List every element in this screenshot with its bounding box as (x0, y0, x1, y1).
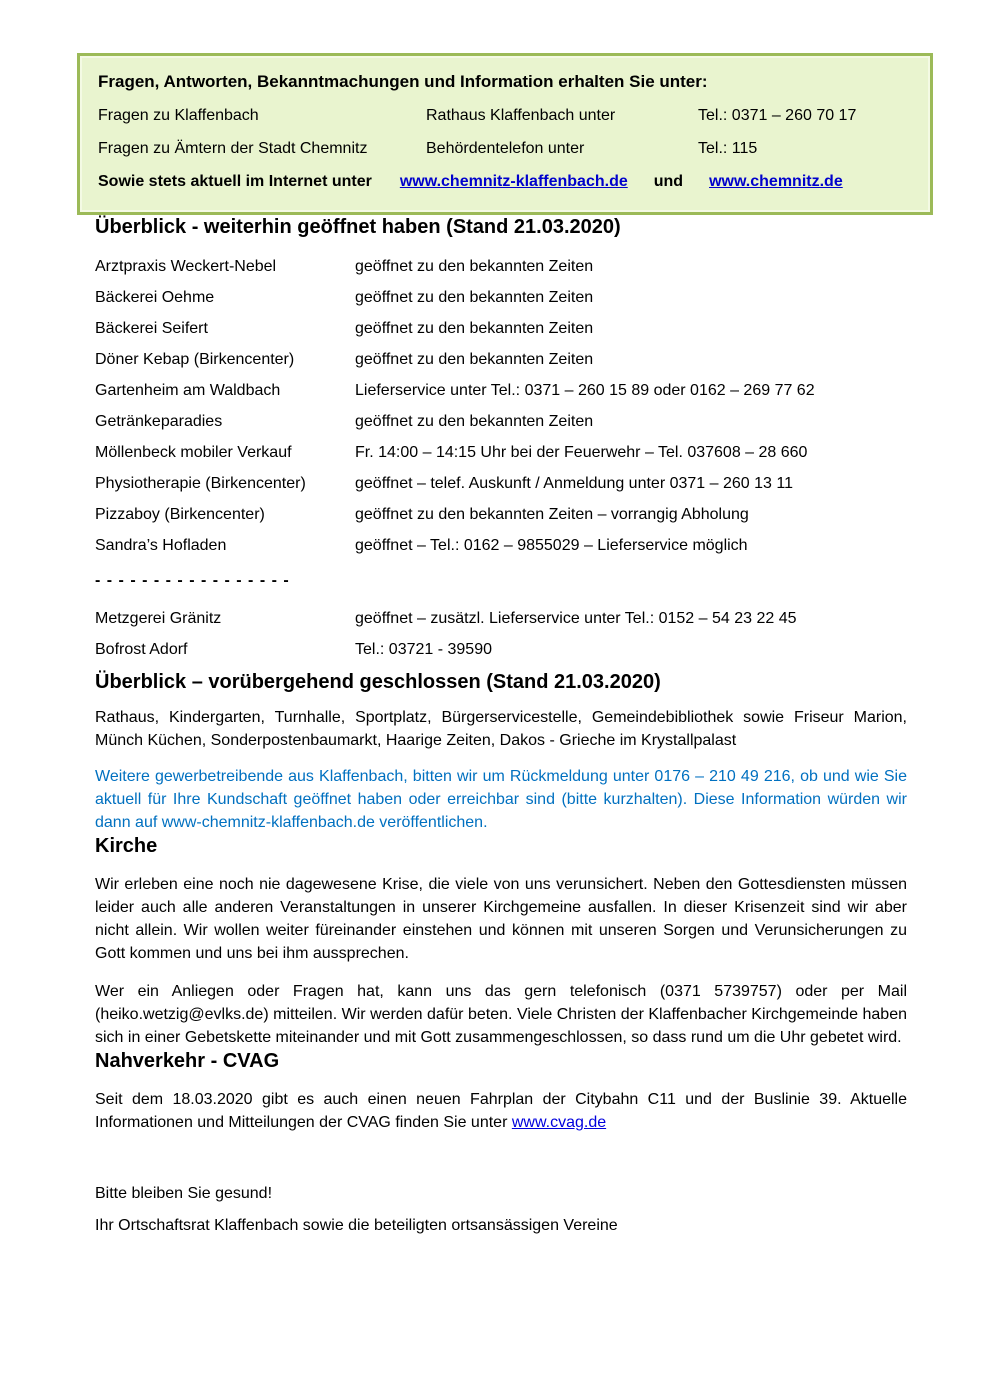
info-row-topic: Fragen zu Ämtern der Stadt Chemnitz (98, 140, 368, 157)
info-row-phone: Tel.: 115 (698, 140, 758, 157)
business-row (95, 318, 907, 339)
business-row (95, 535, 907, 556)
business-name: Physiotherapie (Birkencenter) (95, 475, 306, 492)
business-status: Lieferservice unter Tel.: 0371 – 260 15 89 oder 0162 – 269 77 62 (355, 382, 815, 399)
business-row (95, 608, 907, 629)
closing-wish: Bitte bleiben Sie gesund! (95, 1185, 273, 1202)
business-row (95, 442, 907, 463)
business-row (95, 411, 907, 432)
closed-section-heading: Überblick – vorübergehend geschlossen (Stand 21.03.2020) (95, 671, 661, 693)
info-row-topic: Fragen zu Klaffenbach (98, 107, 259, 124)
business-name: Bofrost Adorf (95, 641, 188, 658)
info-row (98, 138, 912, 159)
business-name: Arztpraxis Weckert-Nebel (95, 258, 277, 275)
info-row (98, 105, 912, 126)
info-row-place: Rathaus Klaffenbach unter (426, 107, 616, 124)
kirche-paragraph-2: Wer ein Anliegen oder Fragen hat, kann uns das gern telefonisch (0371 5739757) oder per Mail (heiko.wetzig@evlks.de) mitteilen. Wir werden dafür beten. Viele Christen der Klaffenbacher Kirchgemeinde haben sich in einer Gebetskette miteinander und mit Gott zusammengeschlossen, so dass rund um die Uhr gebetet wird. (95, 983, 907, 1046)
business-name: Gartenheim am Waldbach (95, 382, 281, 399)
info-box-footer (98, 171, 912, 193)
business-status: geöffnet zu den bekannten Zeiten (355, 413, 594, 430)
internet-note-label: Sowie stets aktuell im Internet unter (98, 173, 372, 190)
content-column (0, 215, 989, 1236)
link-chemnitz[interactable]: www.chemnitz.de (709, 173, 843, 190)
business-row (95, 349, 907, 370)
closed-list-text: Rathaus, Kindergarten, Turnhalle, Sportplatz, Bürgerservicestelle, Gemeindebibliothek sowie Friseur Marion, Münch Küchen, Sonderpostenbaumarkt, Haarige Zeiten, Dakos - Grieche im Krystallpalast (95, 709, 907, 749)
business-row (95, 287, 907, 308)
kirche-heading: Kirche (95, 835, 158, 857)
business-status: geöffnet – zusätzl. Lieferservice unter Tel.: 0152 – 54 23 22 45 (355, 610, 797, 627)
kirche-paragraph-1: Wir erleben eine noch nie dagewesene Krise, die viele von uns verunsichert. Neben den Gottesdiensten müssen leider auch alle anderen Veranstaltungen in unserer Kirchgemeine ausfallen. In dieser Krisenzeit sind wir aber nicht allein. Wir wollen weiter füreinander einstehen und können mit unseren Sorgen und Verunsicherungen zu Gott kommen und uns bei ihm aussprechen. (95, 876, 907, 962)
business-row (95, 380, 907, 401)
open-section-heading: Überblick - weiterhin geöffnet haben (Stand 21.03.2020) (95, 216, 621, 238)
closing-signature: Ihr Ortschaftsrat Klaffenbach sowie die beteiligten ortsansässigen Vereine (95, 1217, 618, 1234)
business-name: Bäckerei Seifert (95, 320, 208, 337)
business-name: Metzgerei Gränitz (95, 610, 222, 627)
business-status: geöffnet zu den bekannten Zeiten (355, 289, 594, 306)
business-name: Bäckerei Oehme (95, 289, 215, 306)
business-status: geöffnet zu den bekannten Zeiten (355, 320, 594, 337)
business-row (95, 504, 907, 525)
open-business-list (95, 256, 907, 556)
nahverkehr-paragraph (95, 1088, 907, 1134)
business-status: Tel.: 03721 - 39590 (355, 641, 492, 658)
info-box-title: Fragen, Antworten, Bekanntmachungen und Information erhalten Sie unter: (98, 72, 708, 91)
business-name: Pizzaboy (Birkencenter) (95, 506, 265, 523)
business-status: Fr. 14:00 – 14:15 Uhr bei der Feuerwehr – Tel. 037608 – 28 660 (355, 444, 808, 461)
info-row-place: Behördentelefon unter (426, 140, 585, 157)
business-row (95, 639, 907, 660)
business-status: geöffnet zu den bekannten Zeiten (355, 258, 594, 275)
callback-notice: Weitere gewerbetreibende aus Klaffenbach, bitten wir um Rückmeldung unter 0176 – 210 49 216, ob und wie Sie aktuell für Ihre Kundschaft geöffnet haben oder erreichbar sind (bitte kurzhalten). Diese Information würden wir dann auf www-chemnitz-klaffenbach.de veröffentlichen. (95, 768, 907, 831)
business-status: geöffnet – Tel.: 0162 – 9855029 – Lieferservice möglich (355, 537, 748, 554)
business-name: Getränkeparadies (95, 413, 223, 430)
business-name: Möllenbeck mobiler Verkauf (95, 444, 292, 461)
open-business-extra-list (95, 608, 907, 660)
business-row (95, 473, 907, 494)
dashed-separator: - - - - - - - - - - - - - - - - - (95, 572, 290, 589)
nahverkehr-heading: Nahverkehr - CVAG (95, 1050, 280, 1072)
business-name: Döner Kebap (Birkencenter) (95, 351, 295, 368)
nahverkehr-text: Seit dem 18.03.2020 gibt es auch einen neuen Fahrplan der Citybahn C11 und der Buslinie 39. Aktuelle Informationen und Mitteilungen der CVAG finden Sie unter (95, 1091, 907, 1131)
business-status: geöffnet zu den bekannten Zeiten (355, 351, 594, 368)
info-row-phone: Tel.: 0371 – 260 70 17 (698, 107, 857, 124)
conjunction-text: und (653, 173, 684, 190)
cvag-link[interactable]: www.cvag.de (511, 1114, 607, 1131)
business-row (95, 256, 907, 277)
business-status: geöffnet zu den bekannten Zeiten – vorrangig Abholung (355, 506, 749, 523)
business-status: geöffnet – telef. Auskunft / Anmeldung unter 0371 – 260 13 11 (355, 475, 793, 492)
info-box (77, 53, 933, 215)
link-chemnitz-klaffenbach[interactable]: www.chemnitz-klaffenbach.de (399, 173, 628, 190)
business-name: Sandra’s Hofladen (95, 537, 227, 554)
